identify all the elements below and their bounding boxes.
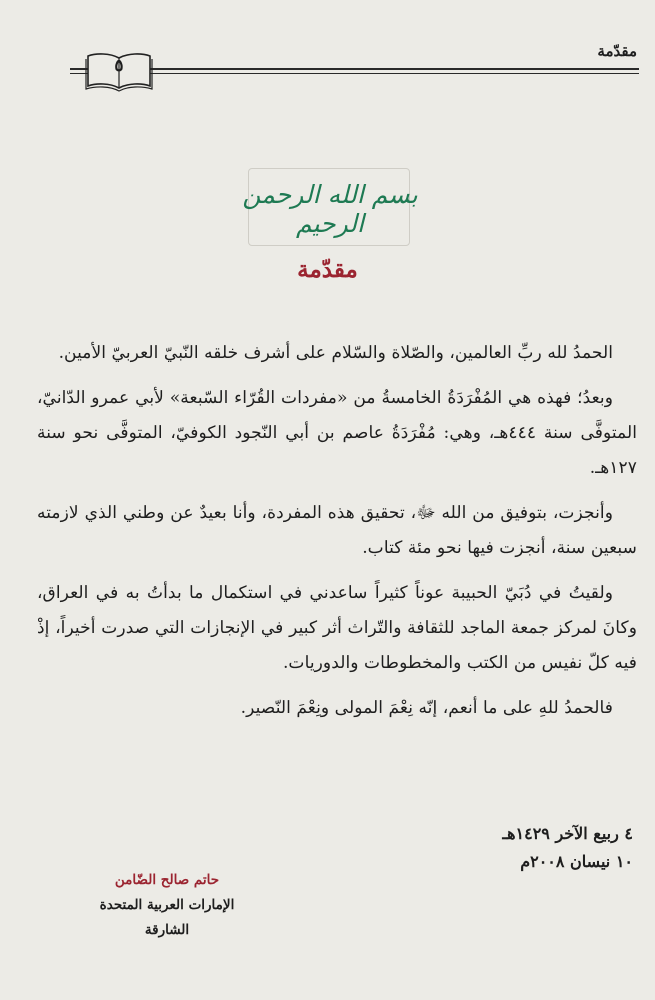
gregorian-date: ١٠ نيسان ٢٠٠٨م (520, 852, 633, 871)
header-rule-thin (70, 73, 639, 74)
paragraph: ولقيتُ في دُبَيّ الحبيبة عوناً كثيراً ساعدني في استكمال ما بدأتُ به في العراق، وكانَ لمركز جمعة الماجد للثقافة والتّراث أثر كبير في الإنجازات التي صدرت أخيراً، إذْ فيه كلّ نفيس من الكتب والمخطوطات والدوريات. (37, 583, 637, 673)
author-country: الإمارات العربية المتحدة (99, 897, 235, 913)
author-city: الشارقة (144, 922, 190, 938)
paragraph: الحمدُ لله ربِّ العالمين، والصّلاة والسّلام على أشرف خلقه النّبيّ العربيّ الأمين. (58, 343, 613, 363)
author-signature (92, 868, 242, 943)
date-block (502, 820, 633, 876)
author-name: حاتم صالح الضّامن (114, 872, 220, 888)
paragraph: فالحمدُ للهِ على ما أنعم، إنّه نِعْمَ المولى ونِعْمَ النّصير. (240, 698, 613, 718)
body-text (37, 336, 637, 736)
hijri-date: ٤ ربيع الآخر ١٤٢٩هـ (502, 824, 633, 843)
chapter-title: مقدّمة (297, 256, 358, 283)
paragraph: وبعدُ؛ فهذه هي المُفْرَدَةُ الخامسةُ من «مفردات القُرّاء السّبعة» لأبي عمرو الدّانيّ، المتوفَّى سنة ٤٤٤هـ، وهي: مُفْرَدَةُ عاصم بن أبي النّجود الكوفيّ، المتوفَّى نحو سنة ١٢٧هـ. (37, 388, 637, 478)
paragraph: وأنجزت، بتوفيق من الله ﷻ، تحقيق هذه المفردة، وأنا بعيدٌ عن وطني الذي لازمته سبعين سنة، أنجزت فيها نحو مئة كتاب. (37, 503, 637, 558)
header-rule (70, 68, 639, 70)
basmala-calligraphy: بسم الله الرحمن الرحيم (242, 180, 418, 238)
page-number: ٥ (114, 56, 124, 76)
running-header-title: مقدّمة (597, 42, 637, 60)
